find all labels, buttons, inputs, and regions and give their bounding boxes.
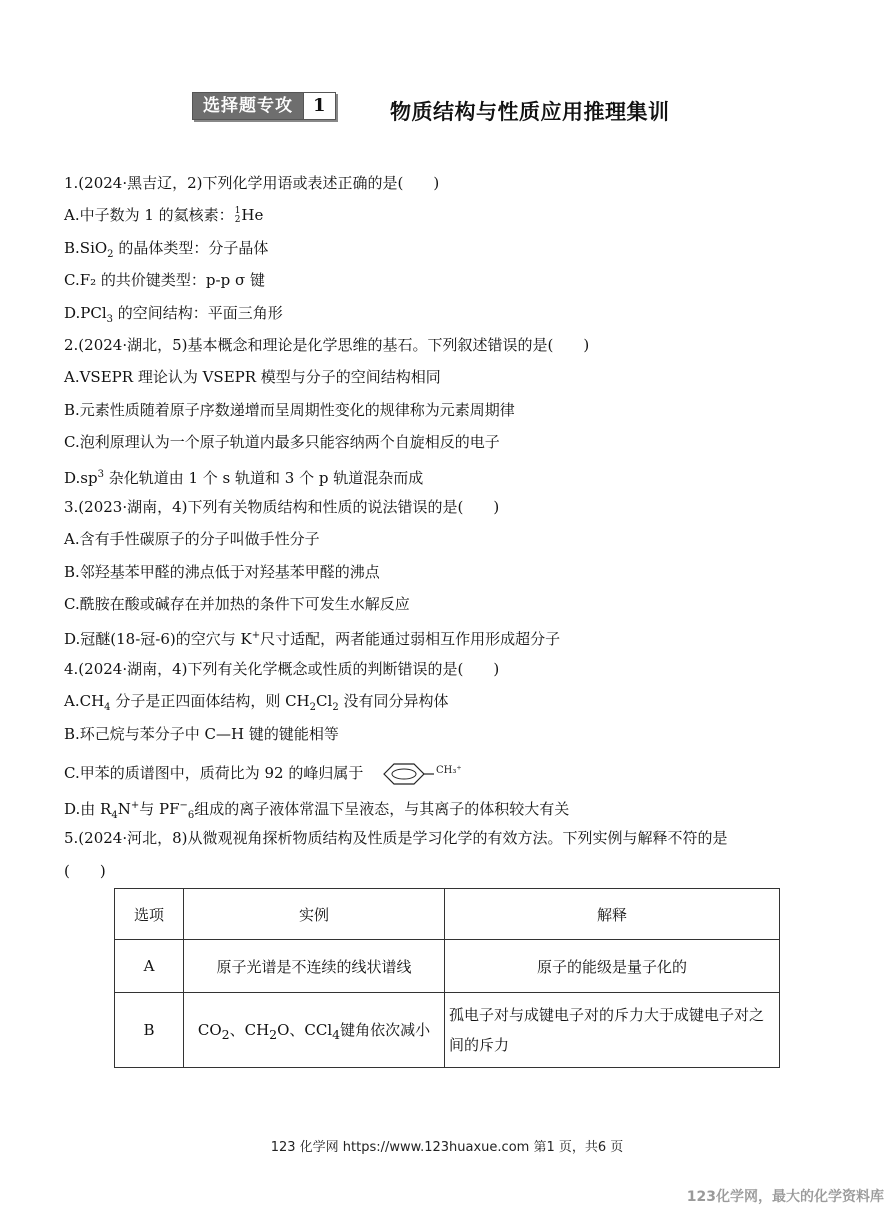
toluene-structure-icon — [376, 760, 472, 788]
question-2-option-b: B.元素性质随着原子序数递增而呈周期性变化的规律称为元素周期律 — [64, 400, 515, 419]
table-row — [115, 993, 780, 1068]
question-5-paren: ( ) — [64, 861, 106, 880]
section-badge — [192, 92, 336, 120]
question-list — [64, 170, 824, 890]
question-1-option-c: C.F₂ 的共价键类型：p-p σ 键 — [64, 271, 265, 290]
table-header-row — [115, 889, 780, 940]
question-1-option-b: B.SiO$_2$ 的晶体类型：分子晶体 — [64, 238, 269, 260]
question-2-stem: 2.(2024·湖北，5)基本概念和理论是化学思维的基石。下列叙述错误的是( ) — [64, 335, 590, 354]
question-3-stem: 3.(2023·湖南，4)下列有关物质结构和性质的说法错误的是( ) — [64, 497, 500, 516]
question-2-option-d: $D.sp^3$ 杂化轨道由 1 个 s 轨道和 3 个 p 轨道混杂而成 — [64, 468, 424, 487]
question-4-option-c: C.甲苯的质谱图中，质荷比为 92 的峰归属于 CH₃⁺ — [64, 753, 824, 793]
question-4-option-a: $A.CH_4$ 分子是正四面体结构，则 $CH_2Cl_2$ 没有同分异构体 — [64, 692, 449, 714]
question-2-option-a: A.VSEPR 理论认为 VSEPR 模型与分子的空间结构相同 — [64, 368, 441, 387]
question-4-option-d: D.由 $R_4N^+$与 $PF^-_6$组成的离子液体常温下呈液态，与其离子的体积较大有关 — [64, 800, 570, 822]
question-1-option-a: A.中子数为 1 的氦核素： 1 2 He — [64, 206, 264, 226]
question-3-option-d: D.冠醚(18-冠-6)的空穴与 K+尺寸适配，两者能通过弱相互作用形成超分子 — [64, 630, 561, 649]
question-1-option-d: D.PCl$_3$ 的空间结构：平面三角形 — [64, 303, 283, 325]
row-b-explanation: 孤电子对与成键电子对的斥力大于成键电子对之间的斥力 — [445, 993, 780, 1068]
question-1-stem: 1.(2024·黑吉辽，2)下列化学用语或表述正确的是( ) — [64, 174, 440, 192]
question-3-option-b: B.邻羟基苯甲醛的沸点低于对羟基苯甲醛的沸点 — [64, 562, 380, 581]
header-option: 选项 — [115, 889, 184, 940]
question-4-stem: 4.(2024·湖南，4)下列有关化学概念或性质的判断错误的是( ) — [64, 659, 500, 678]
section-header — [0, 90, 894, 130]
question-2-option-c: C.泡利原理认为一个原子轨道内最多只能容纳两个自旋相反的电子 — [64, 433, 500, 452]
row-b-example: $CO_2$、$CH_2O$、CCl$_4$键角依次减小 — [184, 993, 445, 1068]
question-3-option-c: C.酰胺在酸或碱存在并加热的条件下可发生水解反应 — [64, 595, 410, 614]
page-footer: 123 化学网 https://www.123huaxue.com 第1 页，共6 页 — [270, 1140, 624, 1155]
header-example: 实例 — [184, 889, 445, 940]
badge-label: 选择题专攻 — [193, 93, 303, 119]
nuclide-notation: 1 2 — [234, 206, 241, 226]
question-3-option-a: A.含有手性碳原子的分子叫做手性分子 — [64, 530, 320, 549]
row-b-option: B — [115, 993, 184, 1068]
row-a-option: A — [115, 940, 184, 993]
watermark: 123化学网，最大的化学资料库 — [686, 1189, 884, 1205]
question-4-option-b: B.环己烷与苯分子中 C—H 键的键能相等 — [64, 724, 339, 743]
page-title: 物质结构与性质应用推理集训 — [390, 100, 670, 124]
row-a-example: 原子光谱是不连续的线状谱线 — [184, 940, 445, 993]
question-5-stem: 5.(2024·河北，8)从微观视角探析物质结构及性质是学习化学的有效方法。下列实例与解释不符的是 — [64, 829, 728, 848]
row-a-explanation: 原子的能级是量子化的 — [445, 940, 780, 993]
header-explanation: 解释 — [445, 889, 780, 940]
methyl-label: CH₃⁺ — [436, 765, 462, 777]
table-row — [115, 940, 780, 993]
question-5-table — [114, 888, 780, 1068]
badge-number: 1 — [303, 93, 335, 119]
